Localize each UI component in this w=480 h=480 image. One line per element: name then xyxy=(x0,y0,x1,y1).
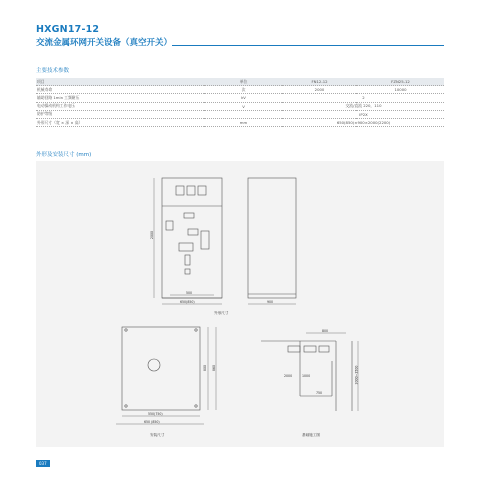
front-window xyxy=(176,186,184,195)
caption-install: 安装尺寸 xyxy=(150,433,165,437)
section-heading-dims: 外形及安装尺寸 (mm) xyxy=(36,152,92,158)
caption-outline: 外形尺寸 xyxy=(214,311,229,315)
spec-table xyxy=(36,78,444,127)
front-panel-box xyxy=(179,243,193,251)
table-cell: V xyxy=(204,102,282,110)
front-window xyxy=(187,186,195,195)
front-panel-box xyxy=(166,221,173,230)
dim-label-depth: 900 xyxy=(267,300,274,304)
dim-label-base-width: 550(750) xyxy=(148,412,163,416)
table-cell: 2 xyxy=(282,94,444,102)
title-rule xyxy=(172,45,444,46)
table-header-row xyxy=(36,78,444,86)
table-header-cell: FN12-12 xyxy=(282,78,356,86)
table-cell: 2000 xyxy=(282,86,356,94)
front-handle xyxy=(201,231,209,249)
mount-hole xyxy=(195,405,197,407)
dim-label-found-right: 3000~3500 xyxy=(354,365,359,385)
foundation-box xyxy=(319,346,329,352)
product-model: HXGN17-12 xyxy=(36,24,100,35)
table-row xyxy=(36,86,444,94)
section-heading-params: 主要技术参数 xyxy=(36,68,70,74)
table-cell: 次 xyxy=(204,86,282,94)
mount-hole xyxy=(125,405,127,407)
foundation-box xyxy=(304,346,316,352)
table-cell: kV xyxy=(204,94,282,102)
table-cell: 辅助回路 1min 工频耐压 xyxy=(36,94,204,102)
foundation-box xyxy=(288,346,300,352)
table-cell: IP2X xyxy=(282,110,444,118)
dim-label-found-top: 800 xyxy=(322,329,329,333)
front-panel-box xyxy=(188,229,198,235)
side-view-outline xyxy=(248,178,296,298)
table-cell: 外形尺寸（宽 × 深 × 高） xyxy=(36,118,204,126)
table-header-cell: 项目 xyxy=(36,78,204,86)
page-number: 037 xyxy=(36,460,50,467)
cable-entry xyxy=(148,359,160,371)
table-header-cell: 单位 xyxy=(204,78,282,86)
front-panel-box xyxy=(185,255,190,265)
table-cell: 机械寿命 xyxy=(36,86,204,94)
table-row xyxy=(36,110,444,118)
dim-label-base-outer: 650 (850) xyxy=(144,420,160,424)
front-panel-box xyxy=(184,213,194,218)
page-title: 交流金属环网开关设备（真空开关） xyxy=(36,38,173,48)
table-cell: 10000 xyxy=(356,86,444,94)
table-header-cell: FZN25-12 xyxy=(356,78,444,86)
table-row xyxy=(36,102,444,110)
table-cell: 防护等级 xyxy=(36,110,204,118)
dim-label-front-inner: 500 xyxy=(186,291,193,295)
dim-label-found-left: 2000 xyxy=(284,374,293,378)
table-cell: mm xyxy=(204,118,282,126)
dim-label-found-bottom: 750 xyxy=(316,391,323,395)
front-panel-box xyxy=(185,269,190,274)
front-window xyxy=(198,186,206,195)
table-row xyxy=(36,118,444,126)
caption-foundation: 基础施工图 xyxy=(302,433,320,437)
dim-label-base-side-b: 860 xyxy=(212,364,217,372)
technical-drawing xyxy=(36,161,444,447)
table-cell: 电动操动机构工作电压 xyxy=(36,102,204,110)
drawing-svg xyxy=(36,161,444,447)
table-cell: 交流/直流 220，110 xyxy=(282,102,444,110)
mount-hole xyxy=(125,329,127,331)
dim-label-base-side-a: 800 xyxy=(203,364,208,372)
table-row xyxy=(36,94,444,102)
dim-label-front-width: 650(850) xyxy=(180,300,195,304)
front-view-outline xyxy=(162,178,222,298)
table-cell: 650(850)×900×2000(2200) xyxy=(282,118,444,126)
base-view-outline xyxy=(122,327,200,410)
dim-label-height: 2000 xyxy=(150,230,155,240)
dim-label-found-mid: 1000 xyxy=(302,374,311,378)
table-cell xyxy=(204,110,282,118)
mount-hole xyxy=(195,329,197,331)
